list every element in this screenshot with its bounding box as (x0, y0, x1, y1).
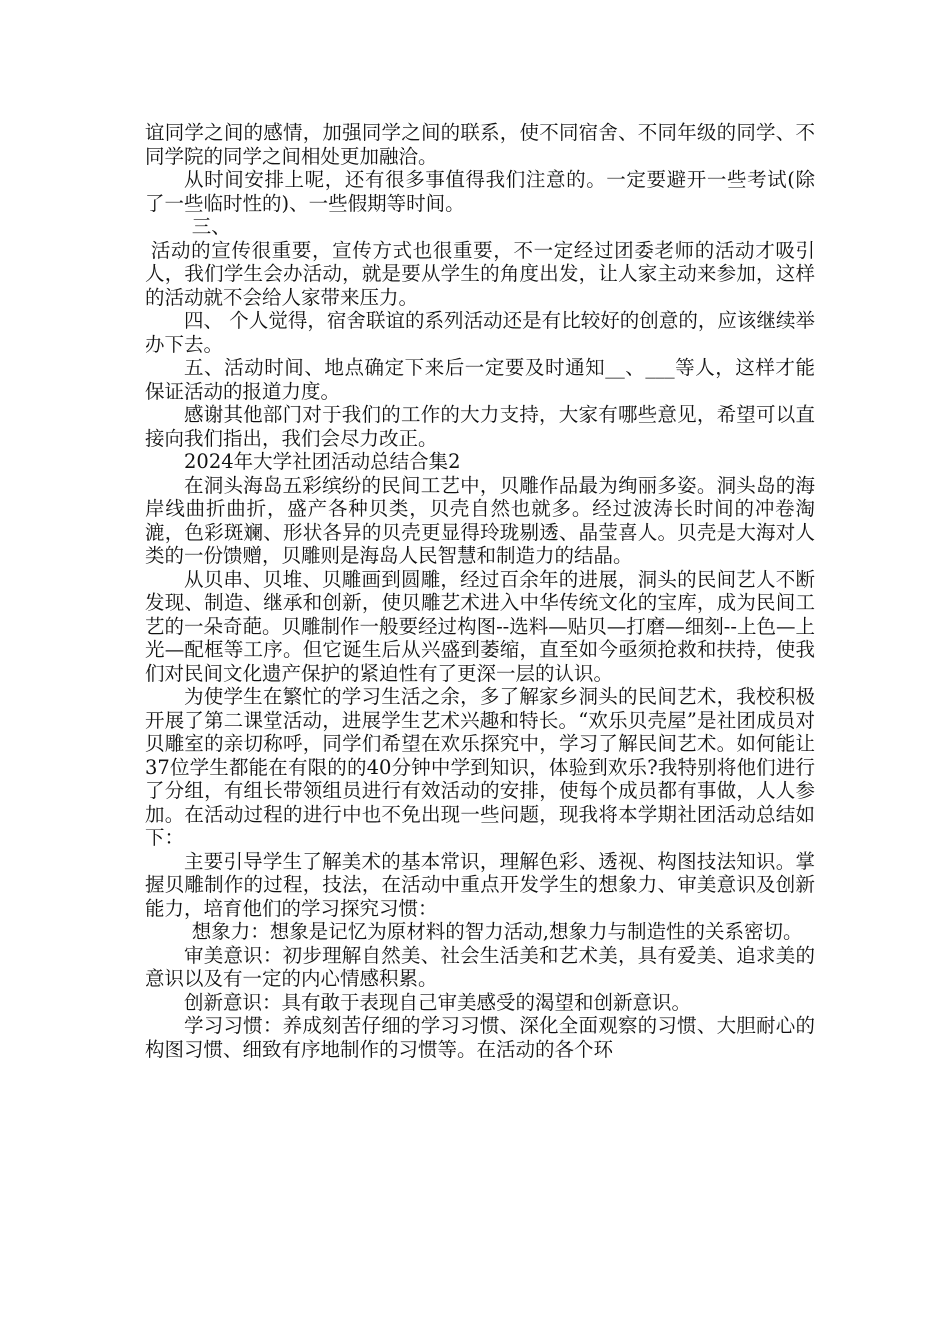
paragraph-13: 想象力：想象是记忆为原材料的智力活动,想象力与制造性的关系密切。 (191, 920, 803, 943)
paragraph-14: 审美意识：初步理解自然美、社会生活美和艺术美，具有爱美、追求美的意识以及有一定的内心情感积累。 (145, 943, 815, 990)
paragraph-7: 感谢其他部门对于我们的工作的大力支持，大家有哪些意见，希望可以直接向我们指出，我们会尽力改正。 (145, 403, 815, 450)
paragraph-9: 在洞头海岛五彩缤纷的民间工艺中，贝雕作品最为绚丽多姿。洞头岛的海岸线曲折曲折，盛产各种贝类，贝壳自然也就多。经过波涛长时间的冲卷淘漉，色彩斑斓、形状各异的贝壳更显得玲珑剔透、晶莹喜人。贝壳是大海对人类的一份馈赠，贝雕则是海岛人民智慧和制造力的结晶。 (145, 473, 815, 567)
paragraph-4: 活动的宣传很重要，宣传方式也很重要，不一定经过团委老师的活动才吸引人，我们学生会办活动，就是要从学生的角度出发，让人家主动来参加，这样的活动就不会给人家带来压力。 (145, 238, 815, 309)
paragraph-2: 从时间安排上呢，还有很多事值得我们注意的。一定要避开一些考试(除了一些临时性的)、一些假期等时间。 (145, 168, 815, 215)
paragraph-10: 从贝串、贝堆、贝雕画到圆雕，经过百余年的进展，洞头的民间艺人不断发现、制造、继承和创新，使贝雕艺术进入中华传统文化的宝库，成为民间工艺的一朵奇葩。贝雕制作一般要经过构图--选料—贴贝—打磨—细刻--上色—上光—配框等工序。但它诞生后从兴盛到萎缩，直至如今亟须抢救和扶持，使我们对民间文化遗产保护的紧迫性有了更深一层的认识。 (145, 567, 815, 685)
paragraph-1: 谊同学之间的感情，加强同学之间的联系，使不同宿舍、不同年级的同学、不同学院的同学之间相处更加融洽。 (145, 121, 815, 168)
paragraph-11: 为使学生在繁忙的学习生活之余，多了解家乡洞头的民间艺术，我校积极开展了第二课堂活动，进展学生艺术兴趣和特长。“欢乐贝壳屋”是社团成员对贝雕室的亲切称呼，同学们希望在欢乐探究中，学习了解民间艺术。如何能让37位学生都能在有限的的40分钟中学到知识，体验到欢乐?我特别将他们进行了分组，有组长带领组员进行有效活动的安排，使每个成员都有事做，人人参加。在活动过程的进行中也不免出现一些问题，现我将本学期社团活动总结如下： (145, 685, 815, 849)
paragraph-5: 四、 个人觉得，宿舍联谊的系列活动还是有比较好的创意的，应该继续举办下去。 (145, 309, 815, 356)
paragraph-16: 学习习惯：养成刻苦仔细的学习习惯、深化全面观察的习惯、大胆耐心的构图习惯、细致有序地制作的习惯等。在活动的各个环 (145, 1014, 815, 1061)
section-heading-3: 三、 (191, 215, 231, 238)
paragraph-15: 创新意识：具有敢于表现自己审美感受的渴望和创新意识。 (184, 990, 692, 1014)
document-page (145, 121, 815, 1061)
paragraph-6: 五、活动时间、地点确定下来后一定要及时通知__、___等人，这样才能保证活动的报道力度。 (145, 356, 815, 403)
paragraph-12: 主要引导学生了解美术的基本常识，理解色彩、透视、构图技法知识。掌握贝雕制作的过程，技法，在活动中重点开发学生的想象力、审美意识及创新能力，培育他们的学习探究习惯： (145, 849, 815, 920)
section-title: 2024年大学社团活动总结合集2 (184, 450, 461, 473)
